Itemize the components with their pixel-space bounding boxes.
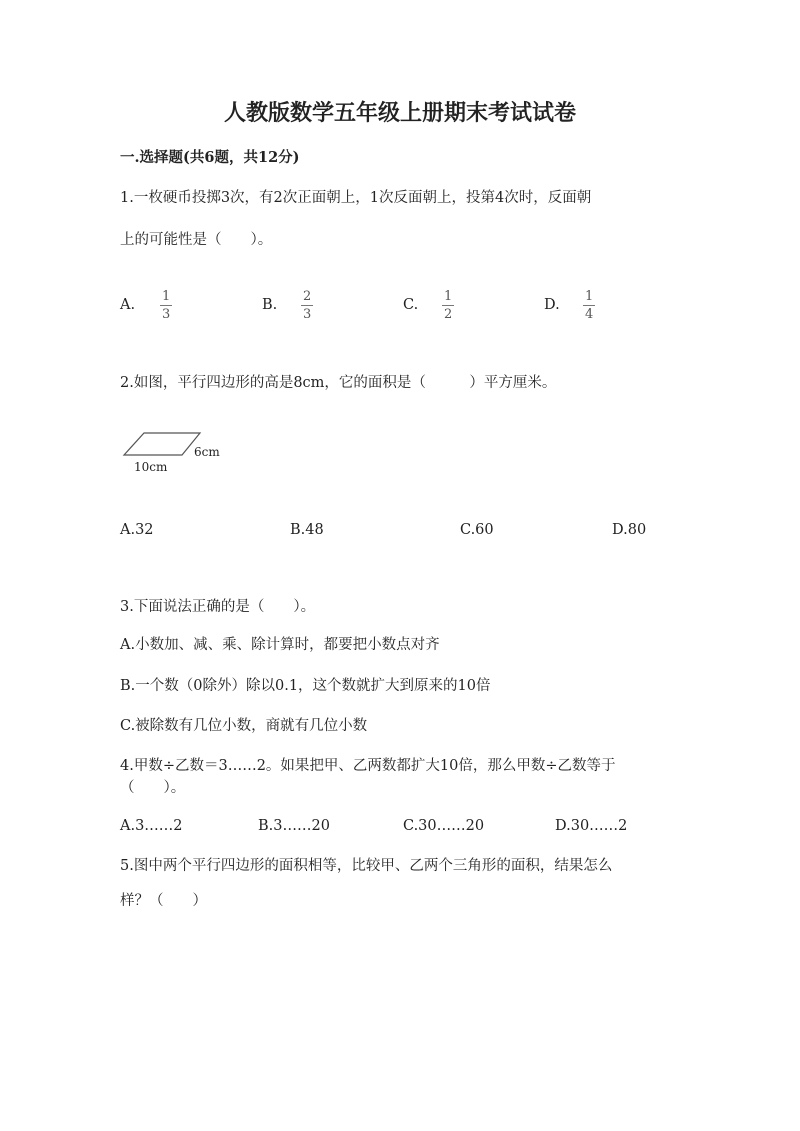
q3-option-b: B.一个数（0除外）除以0.1，这个数就扩大到原来的10倍: [120, 678, 491, 694]
numerator: 2: [303, 289, 312, 304]
figure-base-label: 10cm: [134, 460, 168, 474]
q2-option-a: A.32: [120, 522, 154, 538]
q4-option-b: B.3……20: [258, 818, 330, 834]
page-title: 人教版数学五年级上册期末考试试卷: [223, 100, 576, 126]
q1-option-b-fraction: [301, 290, 313, 321]
section-heading: 一.选择题(共6题，共12分): [120, 149, 300, 166]
q1-option-a-label: A.: [120, 297, 136, 313]
q1-option-c-label: C.: [403, 297, 419, 313]
q1-option-d-fraction: [583, 290, 595, 321]
q4-option-c: C.30……20: [403, 818, 485, 834]
q5-text-line1: 5.图中两个平行四边形的面积相等，比较甲、乙两个三角形的面积，结果怎么: [120, 858, 613, 874]
q1-option-d-label: D.: [544, 297, 560, 313]
q4-option-a: A.3……2: [120, 818, 183, 834]
q4-option-d: D.30……2: [555, 818, 628, 834]
q1-text-line1: 1.一枚硬币投掷3次，有2次正面朝上，1次反面朝上，投第4次时，反面朝: [120, 190, 592, 206]
q5-text-line2: 样？（ ）: [120, 893, 207, 909]
q2-text: 2.如图，平行四边形的高是8cm，它的面积是（ ）平方厘米。: [120, 375, 557, 391]
q1-option-c-fraction: [442, 290, 454, 321]
q4-text-line2: （ ）。: [120, 780, 186, 796]
q2-option-d: D.80: [612, 522, 647, 538]
numerator: 1: [444, 289, 453, 304]
numerator: 1: [585, 289, 594, 304]
denominator: 4: [585, 307, 594, 322]
denominator: 3: [303, 307, 312, 322]
q4-text-line1: 4.甲数÷乙数＝3……2。如果把甲、乙两数都扩大10倍，那么甲数÷乙数等于: [120, 758, 616, 774]
q1-option-a-fraction: [160, 290, 172, 321]
denominator: 2: [444, 307, 453, 322]
q3-option-c: C.被除数有几位小数，商就有几位小数: [120, 718, 368, 734]
parallelogram-shape: [124, 433, 200, 455]
q3-option-a: A.小数加、减、乘、除计算时，都要把小数点对齐: [120, 637, 440, 653]
q2-option-c: C.60: [460, 522, 494, 538]
q3-text: 3.下面说法正确的是（ ）。: [120, 599, 316, 615]
q1-option-b-label: B.: [262, 297, 278, 313]
numerator: 1: [162, 289, 171, 304]
q1-text-line2: 上的可能性是（ ）。: [120, 232, 273, 248]
q2-option-b: B.48: [290, 522, 324, 538]
figure-side-label: 6cm: [194, 445, 220, 459]
denominator: 3: [162, 307, 171, 322]
